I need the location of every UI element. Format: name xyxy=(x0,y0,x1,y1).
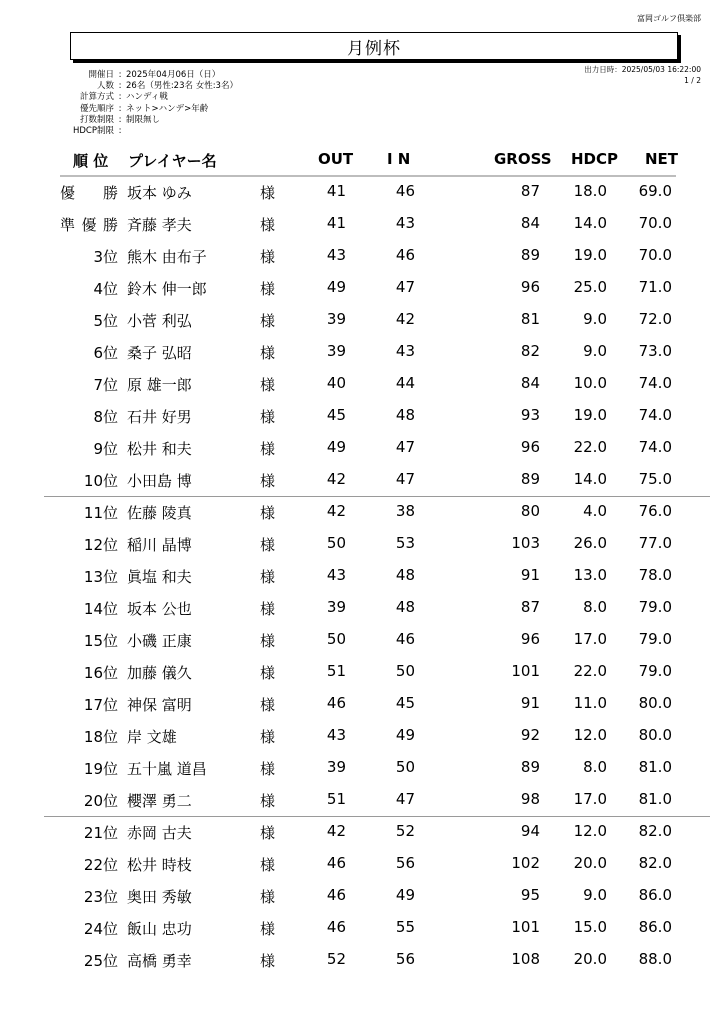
hdcp-cell: 17.0 xyxy=(573,790,607,808)
honorific-cell: 様 xyxy=(260,216,276,234)
in-score-cell: 42 xyxy=(395,310,415,328)
player-name-cell: 小磯 正康 xyxy=(127,632,192,650)
meta-row xyxy=(62,104,238,115)
gross-cell: 87 xyxy=(520,598,540,616)
meta-row xyxy=(62,92,238,103)
rank-cell: 6位 xyxy=(93,344,118,362)
out-score-cell: 45 xyxy=(326,406,346,424)
player-name-cell: 小菅 利弘 xyxy=(127,312,192,330)
rank-cell: 5位 xyxy=(93,312,118,330)
rank-cell: 21位 xyxy=(83,824,118,842)
meta-value: 制限無し xyxy=(126,114,161,125)
table-row xyxy=(0,822,723,846)
table-row xyxy=(0,886,723,910)
honorific-cell: 様 xyxy=(260,312,276,330)
in-score-cell: 43 xyxy=(395,214,415,232)
player-name-cell: 小田島 博 xyxy=(127,472,192,490)
out-score-cell: 42 xyxy=(326,822,346,840)
in-score-cell: 56 xyxy=(395,950,415,968)
honorific-cell: 様 xyxy=(260,184,276,202)
honorific-cell: 様 xyxy=(260,632,276,650)
gross-cell: 87 xyxy=(520,182,540,200)
honorific-cell: 様 xyxy=(260,728,276,746)
player-name-cell: 佐藤 陵真 xyxy=(127,504,192,522)
gross-cell: 91 xyxy=(520,566,540,584)
in-score-cell: 49 xyxy=(395,726,415,744)
honorific-cell: 様 xyxy=(260,824,276,842)
table-row xyxy=(0,726,723,750)
hdcp-cell: 13.0 xyxy=(573,566,607,584)
honorific-cell: 様 xyxy=(260,664,276,682)
gross-cell: 93 xyxy=(520,406,540,424)
rank-cell: 10位 xyxy=(83,472,118,490)
gross-cell: 84 xyxy=(520,374,540,392)
player-name-cell: 奥田 秀敏 xyxy=(127,888,192,906)
gross-cell: 89 xyxy=(520,470,540,488)
meta-value: 2025年04月06日（日） xyxy=(126,70,221,80)
in-score-cell: 50 xyxy=(395,662,415,680)
out-score-cell: 41 xyxy=(326,182,346,200)
meta-separator: : xyxy=(118,70,122,80)
out-score-cell: 46 xyxy=(326,694,346,712)
hdcp-cell: 22.0 xyxy=(573,662,607,680)
net-cell: 78.0 xyxy=(638,566,672,584)
rank-cell: 13位 xyxy=(83,568,118,586)
table-row xyxy=(0,470,723,494)
rank-cell: 11位 xyxy=(83,504,118,522)
in-score-cell: 49 xyxy=(395,886,415,904)
gross-cell: 96 xyxy=(520,438,540,456)
honorific-cell: 様 xyxy=(260,792,276,810)
hdcp-cell: 14.0 xyxy=(573,470,607,488)
table-row xyxy=(0,342,723,366)
table-row xyxy=(0,406,723,430)
header-net: NET xyxy=(645,150,679,168)
net-cell: 79.0 xyxy=(638,598,672,616)
table-row xyxy=(0,790,723,814)
rank-cell: 22位 xyxy=(83,856,118,874)
in-score-cell: 46 xyxy=(395,246,415,264)
gross-cell: 103 xyxy=(511,534,540,552)
meta-separator: : xyxy=(118,126,122,137)
out-score-cell: 39 xyxy=(326,342,346,360)
honorific-cell: 様 xyxy=(260,408,276,426)
table-row xyxy=(0,950,723,974)
table-row xyxy=(0,598,723,622)
gross-cell: 84 xyxy=(520,214,540,232)
gross-cell: 108 xyxy=(511,950,540,968)
table-row xyxy=(0,438,723,462)
table-row xyxy=(0,662,723,686)
player-name-cell: 石井 好男 xyxy=(127,408,192,426)
gross-cell: 96 xyxy=(520,630,540,648)
in-score-cell: 47 xyxy=(395,278,415,296)
header-hdcp: HDCP xyxy=(571,150,619,168)
net-cell: 69.0 xyxy=(638,182,672,200)
player-name-cell: 熊木 由布子 xyxy=(127,248,207,266)
table-row xyxy=(0,630,723,654)
honorific-cell: 様 xyxy=(260,856,276,874)
group-divider xyxy=(44,816,710,817)
gross-cell: 96 xyxy=(520,278,540,296)
net-cell: 70.0 xyxy=(638,214,672,232)
out-score-cell: 43 xyxy=(326,246,346,264)
in-score-cell: 47 xyxy=(395,470,415,488)
net-cell: 77.0 xyxy=(638,534,672,552)
in-score-cell: 48 xyxy=(395,566,415,584)
header-name: プレイヤー名 xyxy=(128,152,217,170)
in-score-cell: 47 xyxy=(395,790,415,808)
player-name-cell: 加藤 儀久 xyxy=(127,664,192,682)
player-name-cell: 神保 富明 xyxy=(127,696,192,714)
honorific-cell: 様 xyxy=(260,952,276,970)
net-cell: 81.0 xyxy=(638,790,672,808)
hdcp-cell: 4.0 xyxy=(583,502,607,520)
club-name: 富岡ゴルフ倶楽部 xyxy=(637,14,701,23)
gross-cell: 81 xyxy=(520,310,540,328)
out-score-cell: 49 xyxy=(326,278,346,296)
hdcp-cell: 12.0 xyxy=(573,822,607,840)
header-divider xyxy=(60,175,676,177)
table-row xyxy=(0,182,723,206)
honorific-cell: 様 xyxy=(260,280,276,298)
hdcp-cell: 22.0 xyxy=(573,438,607,456)
honorific-cell: 様 xyxy=(260,536,276,554)
meta-separator: : xyxy=(118,81,122,92)
honorific-cell: 様 xyxy=(260,696,276,714)
player-name-cell: 眞塩 和夫 xyxy=(127,568,192,586)
table-row xyxy=(0,214,723,238)
meta-value: 26名（男性:23名 女性:3名） xyxy=(126,81,238,92)
hdcp-cell: 18.0 xyxy=(573,182,607,200)
player-name-cell: 坂本 公也 xyxy=(127,600,192,618)
in-score-cell: 43 xyxy=(395,342,415,360)
meta-label: 優先順序 xyxy=(79,103,114,114)
page-indicator: 1 / 2 xyxy=(684,76,701,85)
print-info xyxy=(584,64,701,86)
in-score-cell: 47 xyxy=(395,438,415,456)
player-name-cell: 五十嵐 道昌 xyxy=(127,760,207,778)
rank-cell: 15位 xyxy=(83,632,118,650)
gross-cell: 98 xyxy=(520,790,540,808)
meta-row xyxy=(62,81,238,92)
out-score-cell: 46 xyxy=(326,918,346,936)
honorific-cell: 様 xyxy=(260,600,276,618)
table-row xyxy=(0,246,723,270)
gross-cell: 89 xyxy=(520,758,540,776)
meta-label: 計算方式 xyxy=(79,92,114,103)
gross-cell: 102 xyxy=(511,854,540,872)
out-score-cell: 42 xyxy=(326,502,346,520)
hdcp-cell: 12.0 xyxy=(573,726,607,744)
out-score-cell: 46 xyxy=(326,886,346,904)
gross-cell: 91 xyxy=(520,694,540,712)
table-row xyxy=(0,694,723,718)
out-score-cell: 51 xyxy=(326,790,346,808)
rank-cell: 20位 xyxy=(83,792,118,810)
hdcp-cell: 15.0 xyxy=(573,918,607,936)
in-score-cell: 52 xyxy=(395,822,415,840)
hdcp-cell: 9.0 xyxy=(583,886,607,904)
out-score-cell: 39 xyxy=(326,310,346,328)
table-row xyxy=(0,758,723,782)
player-name-cell: 桑子 弘昭 xyxy=(127,344,192,362)
printed-at: 出力日時：2025/05/03 16:22:00 xyxy=(584,65,701,74)
table-row xyxy=(0,854,723,878)
rank-cell: 4位 xyxy=(93,280,118,298)
header-in: I N xyxy=(387,150,411,168)
hdcp-cell: 11.0 xyxy=(573,694,607,712)
player-name-cell: 櫻澤 勇二 xyxy=(127,792,192,810)
in-score-cell: 55 xyxy=(395,918,415,936)
rank-cell: 優 勝 xyxy=(60,184,118,202)
honorific-cell: 様 xyxy=(260,888,276,906)
net-cell: 76.0 xyxy=(638,502,672,520)
honorific-cell: 様 xyxy=(260,920,276,938)
meta-row xyxy=(62,70,238,81)
rank-cell: 14位 xyxy=(83,600,118,618)
rank-cell: 19位 xyxy=(83,760,118,778)
hdcp-cell: 19.0 xyxy=(573,246,607,264)
rank-cell: 3位 xyxy=(93,248,118,266)
in-score-cell: 48 xyxy=(395,598,415,616)
out-score-cell: 39 xyxy=(326,758,346,776)
hdcp-cell: 20.0 xyxy=(573,950,607,968)
net-cell: 70.0 xyxy=(638,246,672,264)
rank-cell: 18位 xyxy=(83,728,118,746)
page-title: 月例杯 xyxy=(70,32,678,60)
table-row xyxy=(0,534,723,558)
gross-cell: 101 xyxy=(511,918,540,936)
net-cell: 73.0 xyxy=(638,342,672,360)
gross-cell: 94 xyxy=(520,822,540,840)
hdcp-cell: 25.0 xyxy=(573,278,607,296)
hdcp-cell: 10.0 xyxy=(573,374,607,392)
net-cell: 74.0 xyxy=(638,374,672,392)
honorific-cell: 様 xyxy=(260,248,276,266)
in-score-cell: 44 xyxy=(395,374,415,392)
rank-cell: 24位 xyxy=(83,920,118,938)
gross-cell: 92 xyxy=(520,726,540,744)
player-name-cell: 高橋 勇幸 xyxy=(127,952,192,970)
net-cell: 88.0 xyxy=(638,950,672,968)
out-score-cell: 41 xyxy=(326,214,346,232)
in-score-cell: 46 xyxy=(395,182,415,200)
in-score-cell: 46 xyxy=(395,630,415,648)
out-score-cell: 40 xyxy=(326,374,346,392)
in-score-cell: 53 xyxy=(395,534,415,552)
honorific-cell: 様 xyxy=(260,344,276,362)
rank-cell: 16位 xyxy=(83,664,118,682)
out-score-cell: 42 xyxy=(326,470,346,488)
header-gross: GROSS xyxy=(494,150,552,168)
hdcp-cell: 17.0 xyxy=(573,630,607,648)
group-divider xyxy=(44,496,710,497)
out-score-cell: 50 xyxy=(326,534,346,552)
hdcp-cell: 8.0 xyxy=(583,598,607,616)
in-score-cell: 48 xyxy=(395,406,415,424)
table-row xyxy=(0,502,723,526)
out-score-cell: 39 xyxy=(326,598,346,616)
out-score-cell: 43 xyxy=(326,726,346,744)
player-name-cell: 飯山 忠功 xyxy=(127,920,192,938)
player-name-cell: 稲川 晶博 xyxy=(127,536,192,554)
rank-cell: 8位 xyxy=(93,408,118,426)
net-cell: 79.0 xyxy=(638,630,672,648)
out-score-cell: 51 xyxy=(326,662,346,680)
table-header xyxy=(60,150,679,172)
honorific-cell: 様 xyxy=(260,760,276,778)
net-cell: 72.0 xyxy=(638,310,672,328)
in-score-cell: 56 xyxy=(395,854,415,872)
net-cell: 80.0 xyxy=(638,726,672,744)
player-name-cell: 坂本 ゆみ xyxy=(127,184,192,202)
hdcp-cell: 9.0 xyxy=(583,310,607,328)
net-cell: 86.0 xyxy=(638,886,672,904)
meta-separator: : xyxy=(118,92,122,103)
net-cell: 79.0 xyxy=(638,662,672,680)
net-cell: 81.0 xyxy=(638,758,672,776)
net-cell: 86.0 xyxy=(638,918,672,936)
gross-cell: 95 xyxy=(520,886,540,904)
gross-cell: 80 xyxy=(520,502,540,520)
honorific-cell: 様 xyxy=(260,376,276,394)
honorific-cell: 様 xyxy=(260,568,276,586)
net-cell: 74.0 xyxy=(638,406,672,424)
gross-cell: 89 xyxy=(520,246,540,264)
table-row xyxy=(0,566,723,590)
hdcp-cell: 9.0 xyxy=(583,342,607,360)
hdcp-cell: 8.0 xyxy=(583,758,607,776)
in-score-cell: 45 xyxy=(395,694,415,712)
out-score-cell: 43 xyxy=(326,566,346,584)
gross-cell: 101 xyxy=(511,662,540,680)
out-score-cell: 52 xyxy=(326,950,346,968)
out-score-cell: 46 xyxy=(326,854,346,872)
player-name-cell: 赤岡 古夫 xyxy=(127,824,192,842)
in-score-cell: 50 xyxy=(395,758,415,776)
header-out: OUT xyxy=(318,150,354,168)
rank-cell: 12位 xyxy=(83,536,118,554)
net-cell: 82.0 xyxy=(638,854,672,872)
player-name-cell: 原 雄一郎 xyxy=(127,376,192,394)
net-cell: 82.0 xyxy=(638,822,672,840)
meta-row xyxy=(62,115,238,126)
meta-label: 打数制限 xyxy=(79,114,114,125)
event-info xyxy=(62,70,238,137)
meta-label: 開催日 xyxy=(88,70,114,80)
rank-cell: 9位 xyxy=(93,440,118,458)
table-row xyxy=(0,310,723,334)
player-name-cell: 松井 和夫 xyxy=(127,440,192,458)
table-row xyxy=(0,374,723,398)
gross-cell: 82 xyxy=(520,342,540,360)
out-score-cell: 50 xyxy=(326,630,346,648)
net-cell: 74.0 xyxy=(638,438,672,456)
rank-cell: 23位 xyxy=(83,888,118,906)
table-row xyxy=(0,918,723,942)
rank-cell: 7位 xyxy=(93,376,118,394)
in-score-cell: 38 xyxy=(395,502,415,520)
net-cell: 71.0 xyxy=(638,278,672,296)
table-row xyxy=(0,278,723,302)
meta-separator: : xyxy=(118,114,122,125)
meta-label: HDCP制限 xyxy=(73,126,114,137)
net-cell: 75.0 xyxy=(638,470,672,488)
net-cell: 80.0 xyxy=(638,694,672,712)
hdcp-cell: 20.0 xyxy=(573,854,607,872)
hdcp-cell: 26.0 xyxy=(573,534,607,552)
player-name-cell: 松井 時枝 xyxy=(127,856,192,874)
player-name-cell: 鈴木 伸一郎 xyxy=(127,280,207,298)
rank-cell: 25位 xyxy=(83,952,118,970)
meta-label: 人数 xyxy=(96,81,114,92)
honorific-cell: 様 xyxy=(260,504,276,522)
honorific-cell: 様 xyxy=(260,472,276,490)
meta-value: ネット>ハンデ>年齢 xyxy=(126,103,209,114)
out-score-cell: 49 xyxy=(326,438,346,456)
honorific-cell: 様 xyxy=(260,440,276,458)
hdcp-cell: 19.0 xyxy=(573,406,607,424)
player-name-cell: 斉藤 孝夫 xyxy=(127,216,192,234)
player-name-cell: 岸 文雄 xyxy=(127,728,177,746)
rank-cell: 準優勝 xyxy=(60,216,118,234)
meta-row xyxy=(62,126,238,137)
rank-cell: 17位 xyxy=(83,696,118,714)
meta-value: ハンディ戦 xyxy=(126,92,168,103)
meta-separator: : xyxy=(118,103,122,114)
hdcp-cell: 14.0 xyxy=(573,214,607,232)
header-rank: 順 位 xyxy=(73,152,109,170)
